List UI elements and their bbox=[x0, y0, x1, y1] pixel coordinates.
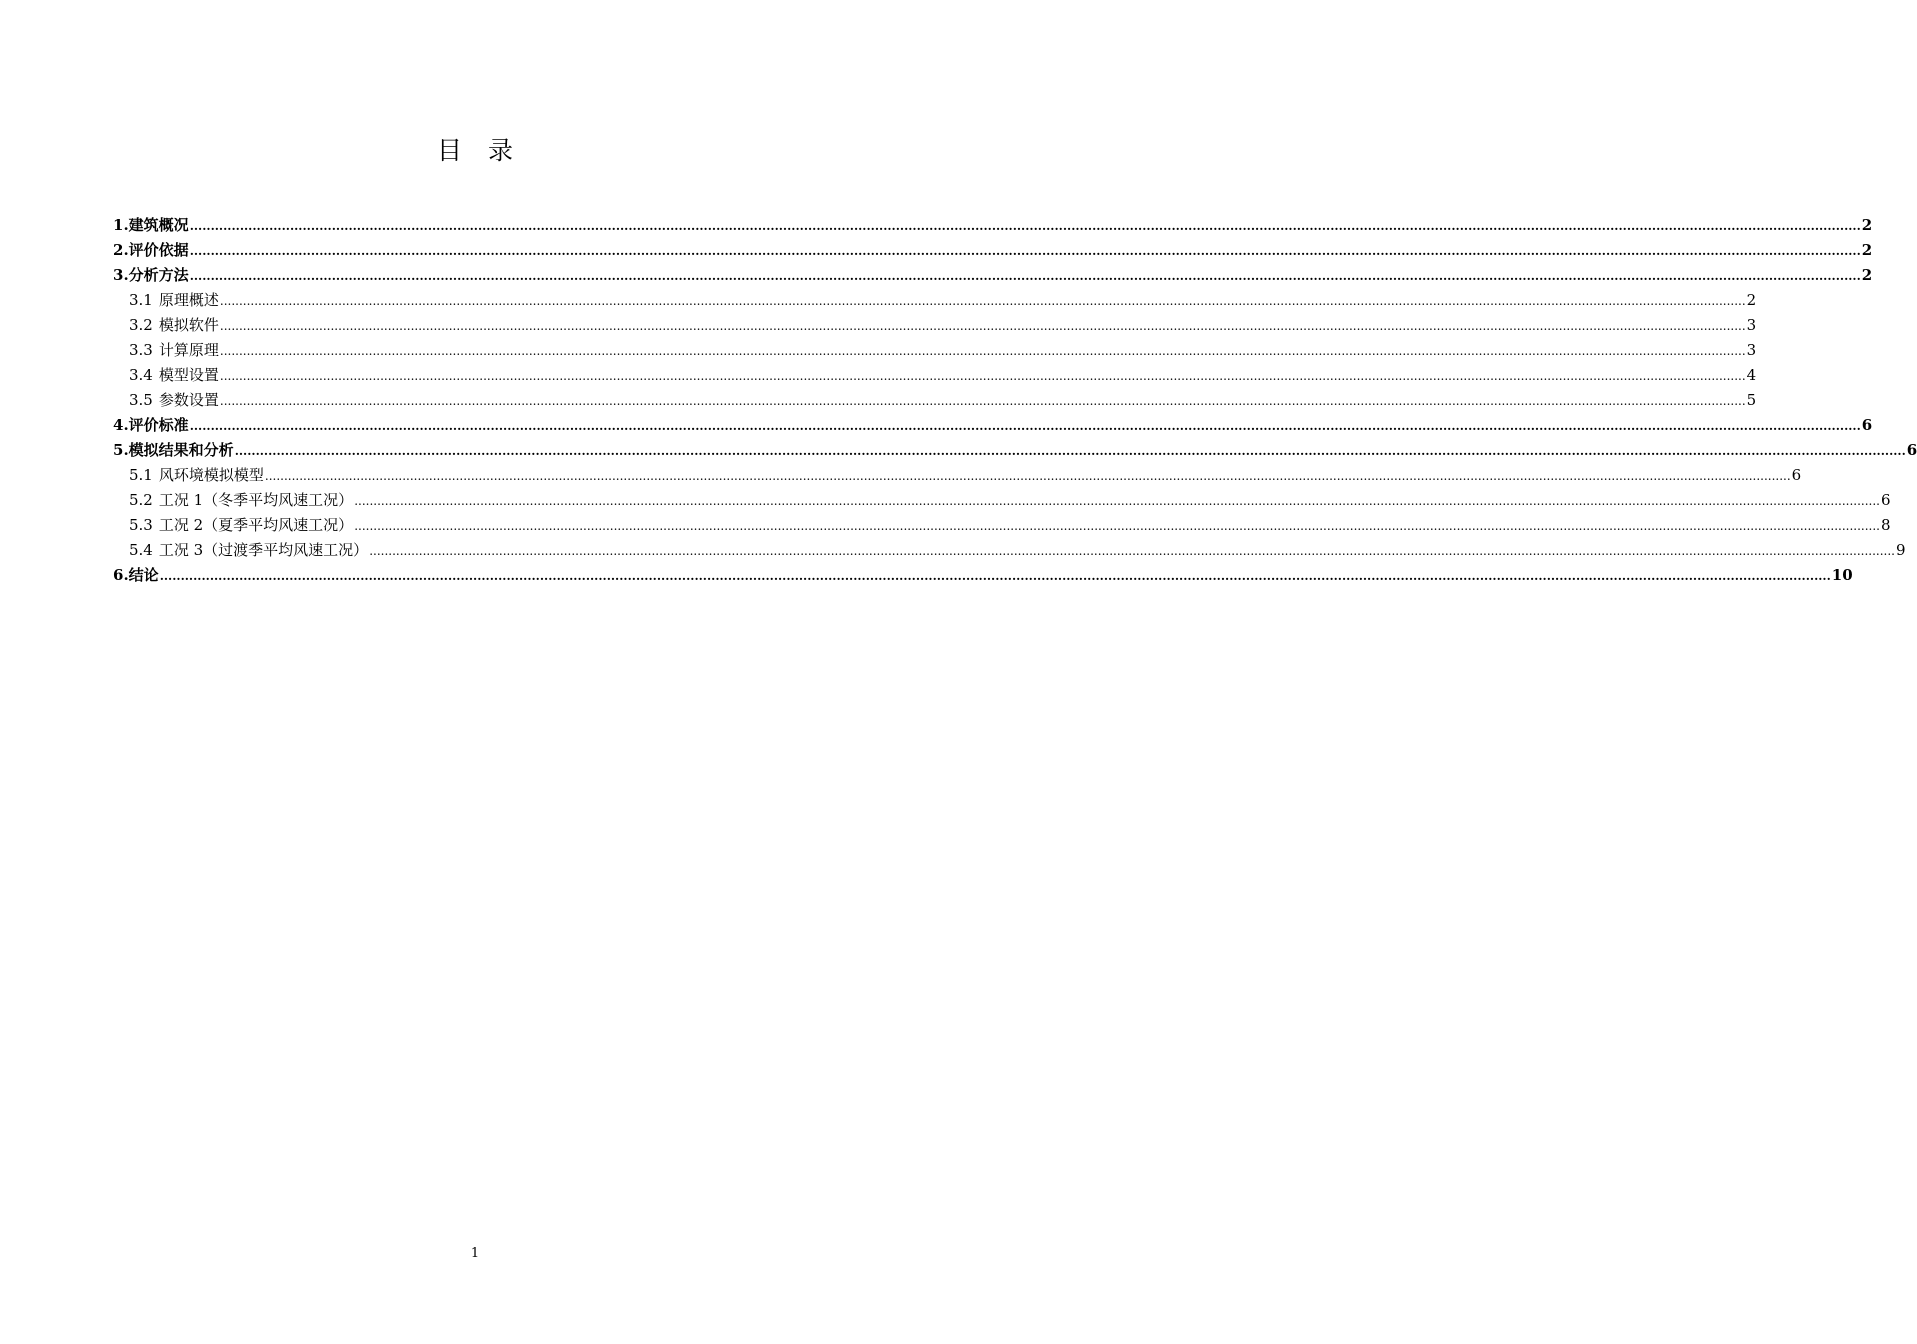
dot-leader: ................................................................................................................................................................................................................................................................................................................................................................................................................ bbox=[369, 544, 1895, 558]
dot-leader: ................................................................................................................................................................................................................................................................................................................................................................................................................ bbox=[219, 319, 1746, 333]
toc-entry-label: 评价标准 bbox=[128, 416, 189, 434]
dot-leader: ................................................................................................................................................................................................................................................................................................................................................................................................................ bbox=[219, 369, 1746, 383]
toc-entry-label: 模型设置 bbox=[158, 366, 219, 384]
toc-entry-label: 评价依据 bbox=[128, 241, 189, 259]
dot-leader: ................................................................................................................................................................................................................................................................................................................................................................................................................ bbox=[159, 569, 1831, 583]
page-title bbox=[0, 132, 950, 170]
page-number: 1 bbox=[470, 1246, 480, 1261]
toc-entry-number: 3.4 bbox=[129, 366, 153, 384]
toc-entry-label: 结论 bbox=[128, 566, 159, 584]
toc-entry-page: 2 bbox=[1861, 266, 1873, 284]
dot-leader: ................................................................................................................................................................................................................................................................................................................................................................................................................ bbox=[354, 494, 1880, 508]
toc-entry-page: 6 bbox=[1861, 416, 1873, 434]
toc-entry-page: 3 bbox=[1746, 341, 1757, 359]
toc-entry-number: 5.1 bbox=[129, 466, 153, 484]
dot-leader: ................................................................................................................................................................................................................................................................................................................................................................................................................ bbox=[189, 269, 1861, 283]
dot-leader: ................................................................................................................................................................................................................................................................................................................................................................................................................ bbox=[219, 344, 1746, 358]
dot-leader: ................................................................................................................................................................................................................................................................................................................................................................................................................ bbox=[219, 294, 1746, 308]
toc-entry[interactable]: 6 . 结论 ................................................................................................................................................................................................................................................................................................................................................................................................................ 10 bbox=[113, 563, 860, 588]
toc-entry-label: 工况 2（夏季平均风速工况） bbox=[158, 516, 354, 534]
toc-subentry[interactable] bbox=[113, 488, 1891, 513]
toc-entry-number: 6 bbox=[113, 566, 124, 584]
toc-entry-number: 4 bbox=[113, 416, 124, 434]
toc-subentry[interactable] bbox=[113, 313, 1757, 338]
toc-entry-page: 6 bbox=[1791, 466, 1802, 484]
toc-entry-number: 1 bbox=[113, 216, 124, 234]
toc-subentry[interactable] bbox=[113, 538, 1906, 563]
toc-entry[interactable]: 2 . 评价依据 ................................................................................................................................................................................................................................................................................................................................................................................................................ 2 bbox=[113, 238, 860, 263]
toc-entry-number: 5.2 bbox=[129, 491, 153, 509]
toc-entry-number: 5.3 bbox=[129, 516, 153, 534]
table-of-contents bbox=[113, 213, 1917, 588]
toc-subentry[interactable] bbox=[113, 513, 1891, 538]
toc-entry-label: 计算原理 bbox=[158, 341, 219, 359]
toc-entry-label: 模拟结果和分析 bbox=[128, 441, 234, 459]
toc-entry-number: 5.4 bbox=[129, 541, 153, 559]
toc-entry-label: 风环境模拟模型 bbox=[158, 466, 264, 484]
dot-leader: ................................................................................................................................................................................................................................................................................................................................................................................................................ bbox=[354, 519, 1880, 533]
toc-subentry[interactable] bbox=[113, 363, 1757, 388]
toc-subentry[interactable] bbox=[113, 388, 1757, 413]
toc-entry-label: 工况 3（过渡季平均风速工况） bbox=[158, 541, 369, 559]
toc-entry-number: 3.5 bbox=[129, 391, 153, 409]
toc-entry-label: 模拟软件 bbox=[158, 316, 219, 334]
toc-entry-label: 参数设置 bbox=[158, 391, 219, 409]
dot-leader: ................................................................................................................................................................................................................................................................................................................................................................................................................ bbox=[264, 469, 1791, 483]
toc-entry-page: 8 bbox=[1880, 516, 1891, 534]
toc-entry-page: 2 bbox=[1861, 241, 1873, 259]
toc-subentry[interactable] bbox=[113, 463, 1802, 488]
toc-entry-page: 4 bbox=[1746, 366, 1757, 384]
toc-entry[interactable]: 4 . 评价标准 ................................................................................................................................................................................................................................................................................................................................................................................................................ 6 bbox=[113, 413, 860, 438]
toc-entry-label: 原理概述 bbox=[158, 291, 219, 309]
toc-subentry[interactable] bbox=[113, 338, 1757, 363]
dot-leader: ................................................................................................................................................................................................................................................................................................................................................................................................................ bbox=[189, 244, 1861, 258]
toc-entry-number: 5 bbox=[113, 441, 124, 459]
toc-subentry[interactable] bbox=[113, 288, 1757, 313]
toc-entry-label: 分析方法 bbox=[128, 266, 189, 284]
toc-entry-page: 2 bbox=[1746, 291, 1757, 309]
dot-leader: ................................................................................................................................................................................................................................................................................................................................................................................................................ bbox=[189, 419, 1861, 433]
toc-entry-page: 6 bbox=[1880, 491, 1891, 509]
toc-entry-number: 3 bbox=[113, 266, 124, 284]
toc-entry-number: 2 bbox=[113, 241, 124, 259]
toc-entry-page: 5 bbox=[1746, 391, 1757, 409]
toc-entry[interactable]: 1 . 建筑概况 ................................................................................................................................................................................................................................................................................................................................................................................................................ 2 bbox=[113, 213, 860, 238]
toc-entry-number: 3.1 bbox=[129, 291, 153, 309]
dot-leader: ................................................................................................................................................................................................................................................................................................................................................................................................................ bbox=[234, 444, 1906, 458]
toc-entry-page: 3 bbox=[1746, 316, 1757, 334]
toc-entry-page: 2 bbox=[1861, 216, 1873, 234]
toc-entry-number: 3.3 bbox=[129, 341, 153, 359]
toc-entry-label: 建筑概况 bbox=[128, 216, 189, 234]
toc-entry-page: 6 bbox=[1906, 441, 1917, 459]
dot-leader: ................................................................................................................................................................................................................................................................................................................................................................................................................ bbox=[219, 394, 1746, 408]
toc-entry-page: 9 bbox=[1895, 541, 1906, 559]
toc-entry[interactable]: 5 . 模拟结果和分析 ................................................................................................................................................................................................................................................................................................................................................................................................................ 6 bbox=[113, 438, 860, 463]
toc-entry[interactable]: 3 . 分析方法 ................................................................................................................................................................................................................................................................................................................................................................................................................ 2 bbox=[113, 263, 860, 288]
title-char: 录 bbox=[488, 136, 514, 165]
dot-leader: ................................................................................................................................................................................................................................................................................................................................................................................................................ bbox=[189, 219, 1861, 233]
toc-entry-page: 10 bbox=[1831, 566, 1853, 584]
toc-entry-label: 工况 1（冬季平均风速工况） bbox=[158, 491, 354, 509]
toc-entry-number: 3.2 bbox=[129, 316, 153, 334]
title-char: 目 bbox=[436, 136, 462, 165]
